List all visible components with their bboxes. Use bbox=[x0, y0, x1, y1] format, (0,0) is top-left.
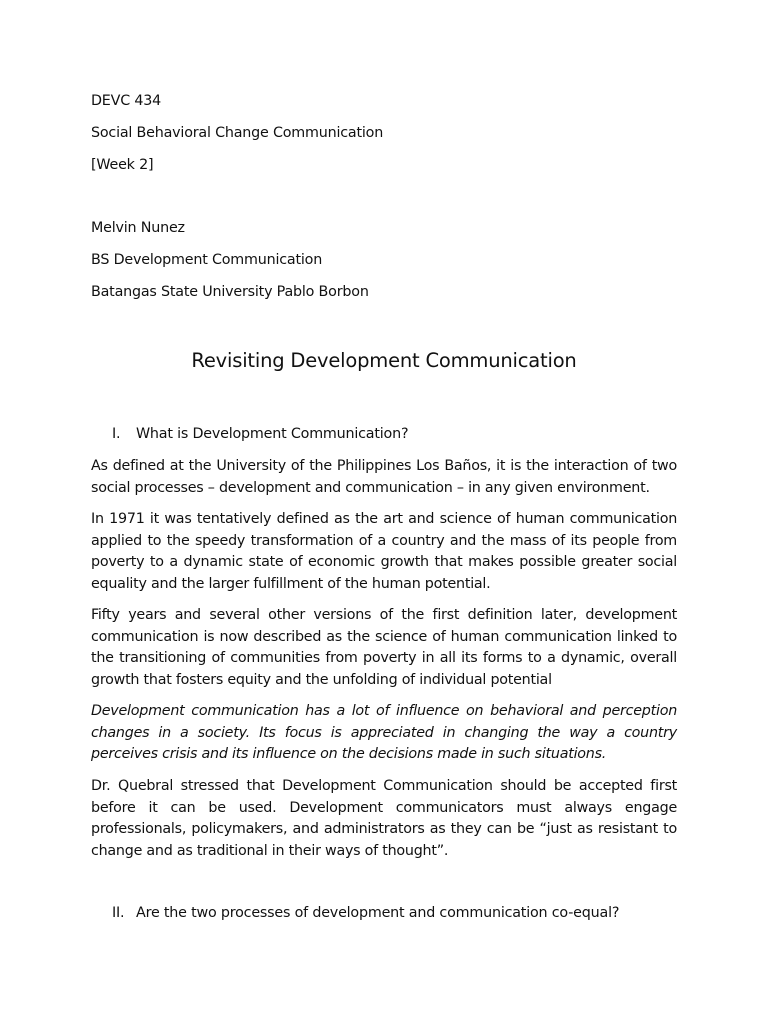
course-title: Social Behavioral Change Communication bbox=[91, 125, 384, 141]
document-title: Revisiting Development Communication bbox=[191, 349, 577, 372]
paragraph: As defined at the University of the Philippines Los Baños, it is the interaction of two social processes – development and communication – in any given environment. bbox=[91, 458, 677, 496]
section-heading-text: What is Development Communication? bbox=[136, 426, 409, 442]
section-heading-1 bbox=[112, 426, 408, 442]
section-heading-2 bbox=[112, 905, 619, 921]
author-school: Batangas State University Pablo Borbon bbox=[91, 284, 369, 300]
paragraph: In 1971 it was tentatively defined as the art and science of human communication applied to the speedy transformation of a country and the mass of its people from poverty to a dynamic state of economic growth that makes possible greater social equality and the larger fulfillment of the human potential. bbox=[91, 511, 677, 592]
italic-paragraph: Development communication has a lot of influence on behavioral and perception changes in a society. Its focus is appreciated in changing the way a country perceives crisis and its influence on the decisions made in such situations. bbox=[91, 703, 677, 763]
section-heading-text: Are the two processes of development and communication co-equal? bbox=[136, 905, 620, 921]
author-name: Melvin Nunez bbox=[91, 220, 185, 236]
section-number: II. bbox=[112, 905, 125, 921]
course-code: DEVC 434 bbox=[91, 93, 162, 109]
author-program: BS Development Communication bbox=[91, 252, 323, 268]
week-label: [Week 2] bbox=[91, 157, 154, 173]
paragraph: Fifty years and several other versions of the first definition later, development communication is now described as the science of human communication linked to the transitioning of communities from poverty in all its forms to a dynamic, overall growth that fosters equity and the unfolding of individual potential bbox=[91, 607, 677, 688]
section-number: I. bbox=[112, 426, 121, 442]
paragraph: Dr. Quebral stressed that Development Communication should be accepted first before it can be used. Development communicators must always engage professionals, policymakers, and administrators as they can be “just as resistant to change and as traditional in their ways of thought”. bbox=[91, 778, 677, 859]
